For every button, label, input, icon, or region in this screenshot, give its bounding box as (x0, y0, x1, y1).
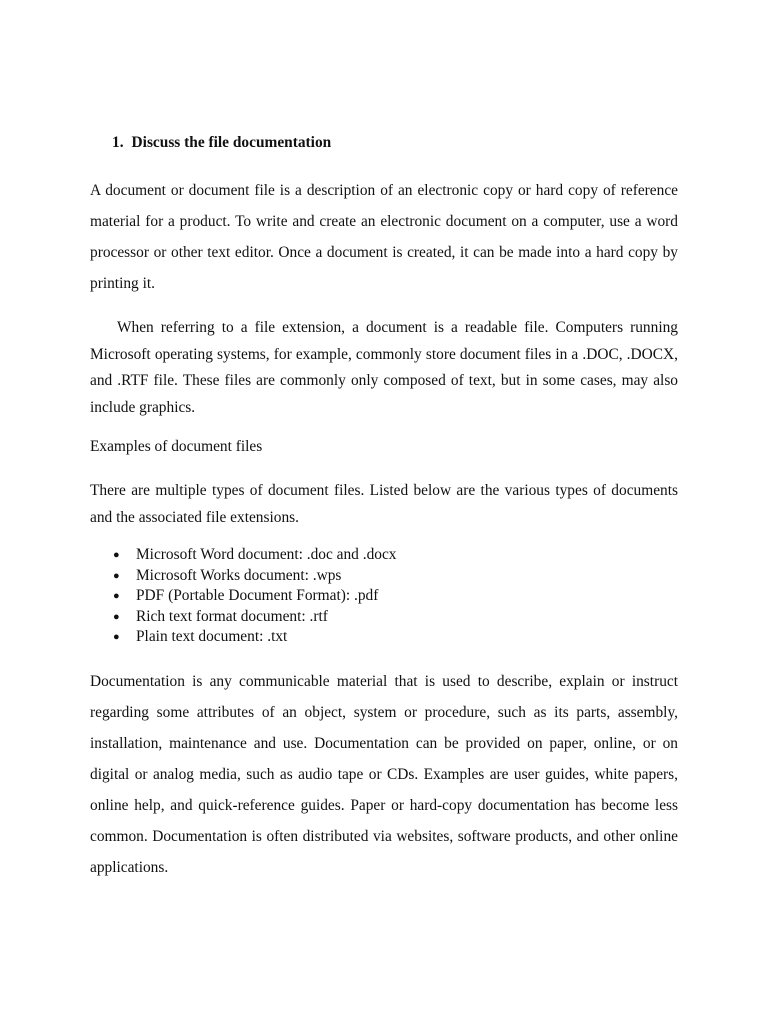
paragraph-documentation: Documentation is any communicable material that is used to describe, explain or instruct regarding some attributes of an object, system or procedure, such as its parts, assembly, installation, maintenance and use. Documentation can be provided on paper, online, or on digital or analog media, such as audio tape or CDs. Examples are user guides, white papers, online help, and quick-reference guides. Paper or hard-copy documentation has become less common. Documentation is often distributed via websites, software products, and other online applications. (90, 673, 678, 876)
bullet-icon: ● (113, 631, 120, 643)
list-item-text: Microsoft Word document: .doc and .docx (136, 546, 397, 563)
bullet-icon: ● (113, 610, 120, 623)
list-item-text: Microsoft Works document: .wps (136, 566, 342, 584)
list-item-text: PDF (Portable Document Format): .pdf (136, 587, 379, 604)
heading-number: 1. (112, 134, 124, 151)
bullet-icon: ● (113, 549, 120, 561)
paragraph-intro: A document or document file is a description of an electronic copy or hard copy of reference material for a product. To write and create an electronic document on a computer, use a word processor or other text editor. Once a document is created, it can be made into a hard copy by printing it. (90, 182, 678, 292)
section-heading (112, 134, 331, 152)
bullet-icon: ● (113, 590, 120, 602)
bullet-icon: ● (113, 569, 120, 582)
heading-text: Discuss the file documentation (131, 134, 332, 151)
list-item (112, 566, 397, 587)
paragraph-examples-title: Examples of document files (90, 438, 263, 455)
list-item (112, 607, 397, 628)
list-item (112, 545, 397, 566)
paragraph-types-intro: There are multiple types of document files. Listed below are the various types of documents and the associated file extensions. (90, 482, 678, 526)
list-item-text: Rich text format document: .rtf (136, 607, 328, 625)
list-item (112, 627, 397, 648)
paragraph-file-extension: When referring to a file extension, a document is a readable file. Computers running Microsoft operating systems, for example, commonly store document files in a .DOC, .DOCX, and .RTF file. These files are commonly only composed of text, but in some cases, may also include graphics. (90, 319, 678, 416)
list-item-text: Plain text document: .txt (136, 628, 288, 645)
list-item (112, 586, 397, 607)
file-types-list (112, 545, 397, 648)
